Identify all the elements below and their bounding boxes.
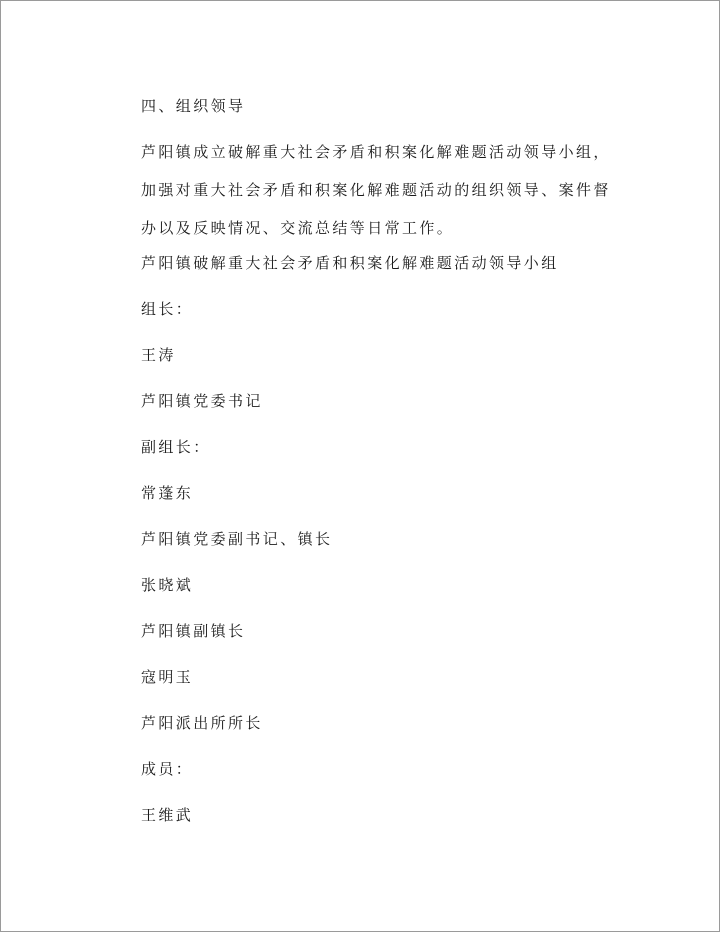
members-label: 成员：: [141, 760, 194, 778]
deputy-name: 寇明玉: [141, 668, 194, 686]
leader-title: 芦阳镇党委书记: [141, 392, 263, 410]
member-name: 王维武: [141, 806, 194, 824]
section-heading: 四、组织领导: [141, 97, 246, 115]
intro-paragraph: 芦阳镇成立破解重大社会矛盾和积案化解难题活动领导小组，加强对重大社会矛盾和积案化解难题活动的组织领导、案件督办以及反映情况、交流总结等日常工作。: [141, 143, 611, 237]
group-name: 芦阳镇破解重大社会矛盾和积案化解难题活动领导小组: [141, 254, 559, 272]
deputy-title: 芦阳镇党委副书记、镇长: [141, 530, 333, 548]
deputy-label: 副组长：: [141, 438, 211, 456]
leader-name: 王涛: [141, 346, 176, 364]
deputy-title: 芦阳镇副镇长: [141, 622, 246, 640]
deputy-title: 芦阳派出所所长: [141, 714, 263, 732]
deputy-name: 张晓斌: [141, 576, 194, 594]
deputy-name: 常蓬东: [141, 484, 194, 502]
leader-label: 组长：: [141, 300, 194, 318]
